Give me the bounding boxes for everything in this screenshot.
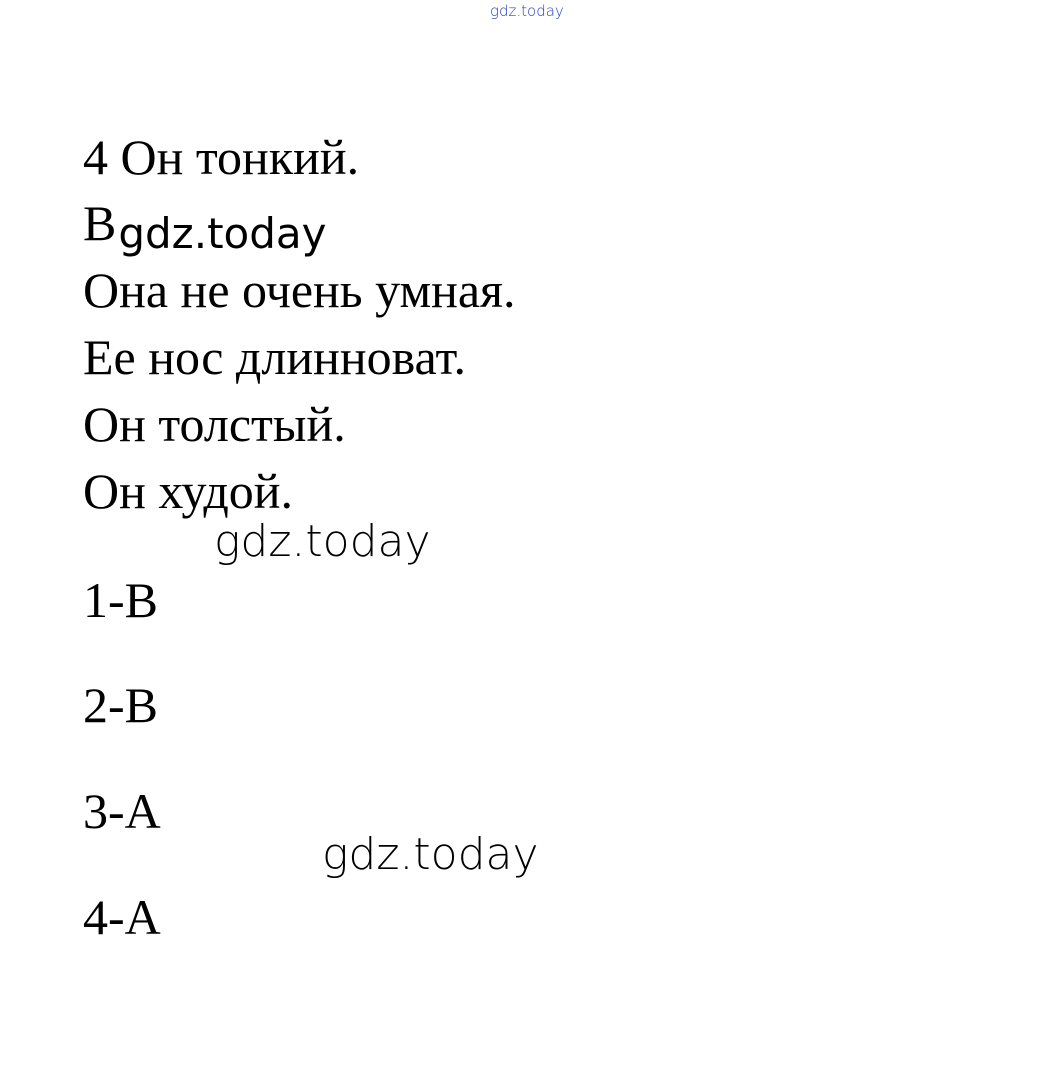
watermark-middle: gdz.today <box>214 516 431 567</box>
sentence-line-3: Она не очень умная. <box>83 262 516 318</box>
sentence-line-1: 4 Он тонкий. <box>83 129 360 185</box>
answer-4: 4-A <box>83 889 161 945</box>
sentence-line-4: Ее нос длинноват. <box>83 329 467 385</box>
watermark-lower: gdz.today <box>322 829 539 880</box>
section-letter: B <box>83 195 117 251</box>
watermark-inline: gdz.today <box>118 209 327 258</box>
answer-1: 1-B <box>83 572 158 628</box>
watermark-top: gdz.today <box>490 2 564 20</box>
sentence-line-2 <box>83 195 327 258</box>
sentence-line-5: Он толстый. <box>83 396 346 452</box>
sentence-line-6: Он худой. <box>83 463 294 519</box>
answer-3: 3-A <box>83 783 161 839</box>
answer-2: 2-B <box>83 677 158 733</box>
